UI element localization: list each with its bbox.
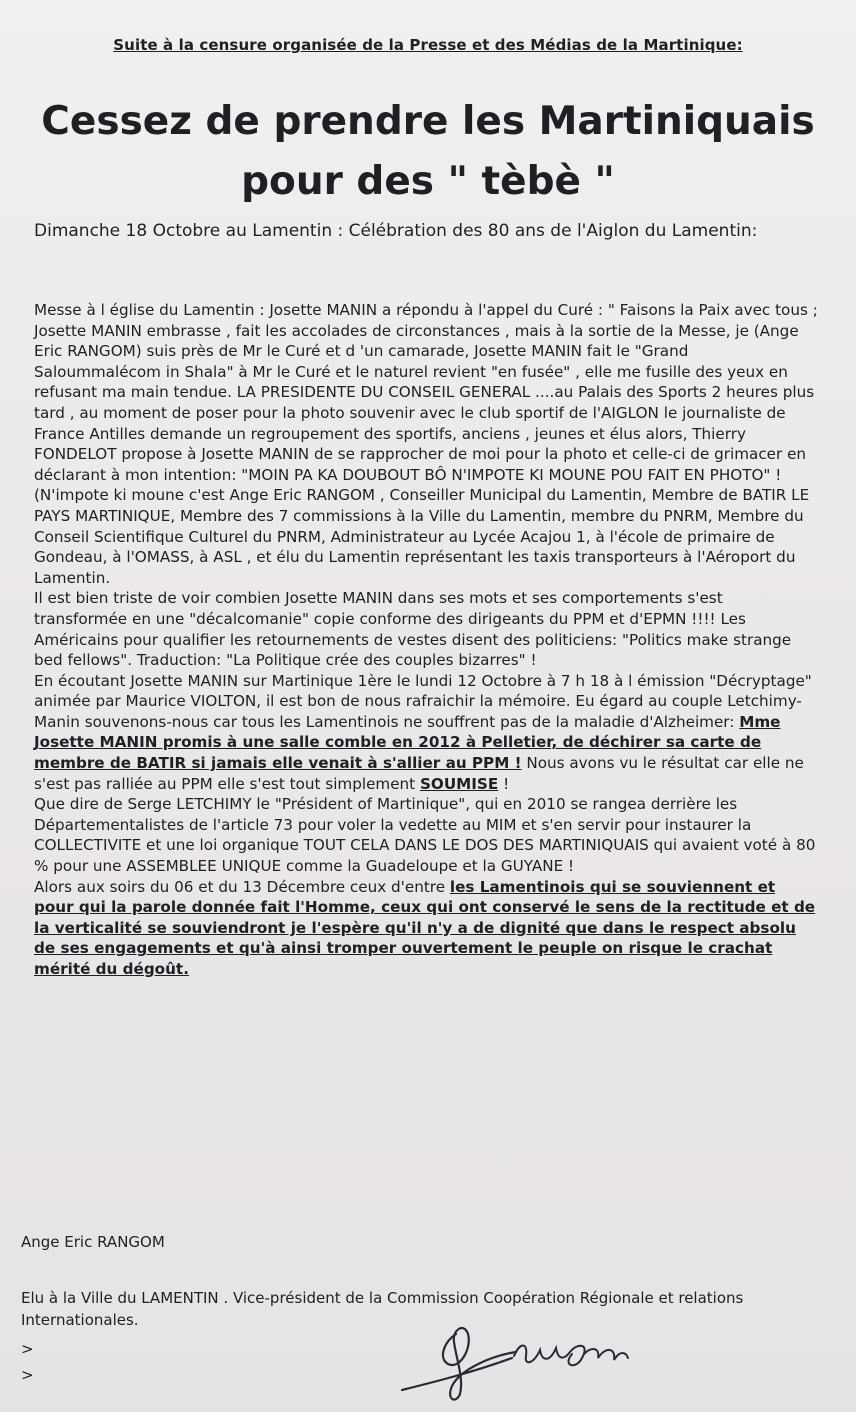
- author-name: Ange Eric RANGOM: [21, 1233, 165, 1251]
- paragraph-4-text: En écoutant Josette MANIN sur Martinique 1ère le lundi 12 Octobre à 7 h 18 à l émission "Décryptage" animée par Maurice VIOLTON, il est bon de nous rafraichir la mémoire. Eu égard au couple Letchimy-Manin souvenons-nous car tous les Lamentinois ne souffrent pas de la maladie d'Alzheimer:: [34, 671, 812, 731]
- paragraph-5: Que dire de Serge LETCHIMY le "Président of Martinique", qui en 2010 se rangea derrière les Départementalistes de l'article 73 pour voler la vedette au MIM et s'en servir pour instaurer la COLLECTIVITE et une loi organique TOUT CELA DANS LE DOS DES MARTINIQUAIS qui avaient voté à 80 % pour une ASSEMBLEE UNIQUE comme la Guadeloupe et la GUYANE !: [34, 795, 816, 876]
- emphasis-manin-promise: Mme Josette MANIN promis à une salle comble en 2012 à Pelletier, de déchirer sa carte de membre de BATIR si jamais elle venait à s'allier au PPM !: [34, 712, 781, 773]
- document-title: [0, 92, 856, 212]
- handwritten-signature: [394, 1312, 634, 1407]
- paragraph-4: [34, 671, 819, 795]
- document-header: Suite à la censure organisée de la Presse et des Médias de la Martinique:: [113, 36, 743, 54]
- emphasis-lamentinois: les Lamentinois qui se souviennent et pour qui la parole donnée fait l'Homme, ceux qui ont conservé le sens de la rectitude et de la verticalité se souviendront je l'espère qu'il n'y a de dignité que dans le respect absolu de ses engagements et qu'à ainsi tromper ouvertement le peuple on risque le crachat mérité du dégoût.: [34, 877, 816, 978]
- document-body: [34, 300, 819, 980]
- paragraph-3: Il est bien triste de voir combien Josette MANIN dans ses mots et ses comportements s'est transformée en une "décalcomanie" copie conforme des dirigeants du PPM et d'EPMN !!!! Les Américains pour qualifier les retournements de vestes disent des politiciens: "Politics make strange bed fellows". Traduction: "La Politique crée des couples bizarres" !: [34, 589, 792, 670]
- result-text: Nous avons vu le résultat car elle ne s'est pas ralliée au PPM elle s'est tout simplement: [34, 754, 804, 793]
- paragraph-2: Josette MANIN embrasse , fait les accolades de circonstances , mais à la sortie de la Messe, je (Ange Eric RANGOM) suis près de Mr le Curé et d 'un camarade, Josette MANIN fait le "Grand Saloummalécom in Shala" à Mr le Curé et le naturel revient "en fusée" , elle me fusille des yeux en refusant ma main tendue. LA PRESIDENTE DU CONSEIL GENERAL ....au Palais des Sports 2 heures plus tard , au moment de poser pour la photo souvenir avec le club sportif de l'AIGLON le journaliste de France Antilles demande un regroupement des sportifs, anciens , jeunes et élus alors, Thierry FONDELOT propose à Josette MANIN de se rapprocher de moi pour la photo et celle-ci de grimacer en déclarant à mon intention: "MOIN PA KA DOUBOUT BÔ N'IMPOTE KI MOUNE POU FAIT EN PHOTO" ! (N'impote ki moune c'est Ange Eric RANGOM , Conseiller Municipal du Lamentin, Membre de BATIR LE PAYS MARTINIQUE, Membre des 7 commissions à la Ville du Lamentin, membre du PNRM, Membre du Conseil Scientifique Culturel du PNRM, Administrateur au Lycée Acajou 1, à l'école de primaire de Gondeau, à l'OMASS, à ASL , et élu du Lamentin représentant les taxis transporteurs à l'Aéroport du Lamentin.: [34, 321, 815, 587]
- bullet-mark: >: [21, 1366, 34, 1384]
- paragraph-6-lead: Alors aux soirs du 06 et du 13 Décembre ceux d'entre: [34, 877, 446, 896]
- bullet-mark: >: [21, 1340, 34, 1358]
- paragraph-6: [34, 877, 819, 980]
- emphasis-soumise: SOUMISE: [419, 774, 499, 793]
- title-line-1: Cessez de prendre les Martiniquais: [41, 99, 815, 144]
- intro-text: Dimanche 18 Octobre au Lamentin : Célébration des 80 ans de l'Aiglon du Lamentin:: [34, 221, 758, 241]
- title-line-2: pour des " tèbè ": [241, 159, 615, 204]
- exclamation: !: [503, 774, 510, 793]
- paragraph-1: Messe à l église du Lamentin : Josette MANIN a répondu à l'appel du Curé : " Faisons la Paix avec tous ;: [34, 301, 818, 319]
- author-role: Elu à la Ville du LAMENTIN . Vice-président de la Commission Coopération Régionale et relations Internationales.: [21, 1289, 744, 1329]
